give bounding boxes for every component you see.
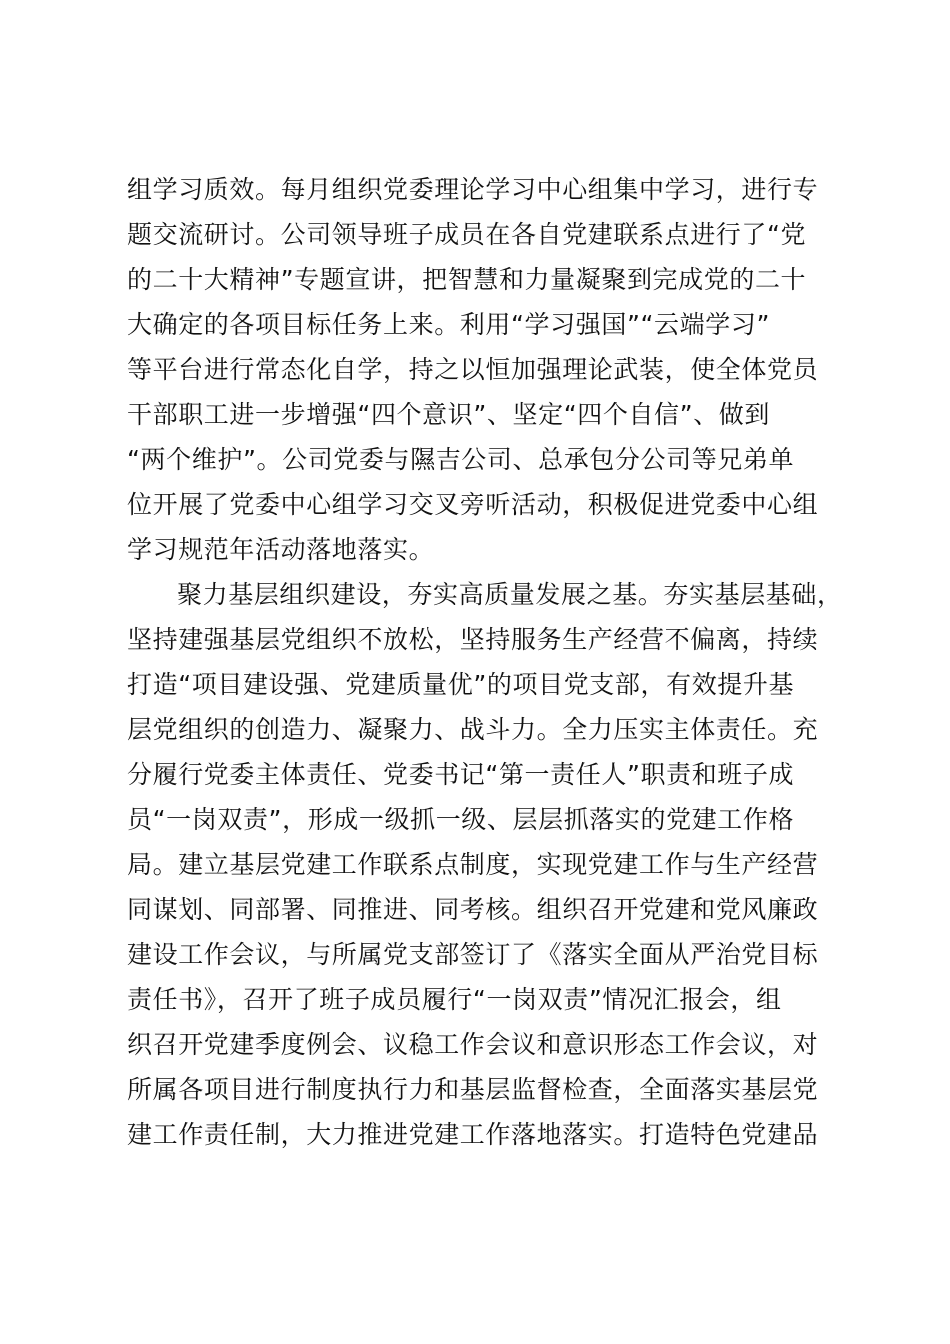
text-line: 分履行党委主体责任、党委书记“第一责任人”职责和班子成 [127, 760, 795, 789]
text-line: “两个维护”。公司党委与隰吉公司、总承包分公司等兄弟单 [127, 445, 795, 474]
paragraph-first-line: 聚力基层组织建设，夯实高质量发展之基。夯实基层基础， [177, 580, 843, 609]
text-line: 织召开党建季度例会、议稳工作会议和意识形态工作会议，对 [127, 1030, 819, 1059]
text-line: 员“一岗双责”，形成一级抓一级、层层抓落实的党建工作格 [127, 805, 795, 834]
text-line: 打造“项目建设强、党建质量优”的项目党支部，有效提升基 [127, 670, 795, 699]
text-line: 局。建立基层党建工作联系点制度，实现党建工作与生产经营 [127, 850, 819, 879]
text-line: 责任书》，召开了班子成员履行“一岗双责”情况汇报会，组 [127, 985, 782, 1014]
text-line: 组学习质效。每月组织党委理论学习中心组集中学习，进行专 [127, 175, 819, 204]
text-line: 干部职工进一步增强“四个意识”、坚定“四个自信”、做到 [127, 400, 771, 429]
text-line: 建设工作会议，与所属党支部签订了《落实全面从严治党目标 [127, 940, 819, 969]
text-line: 建工作责任制，大力推进党建工作落地落实。打造特色党建品 [127, 1120, 819, 1149]
text-line: 题交流研讨。公司领导班子成员在各自党建联系点进行了“党 [127, 220, 807, 249]
text-line: 学习规范年活动落地落实。 [127, 535, 435, 564]
text-line: 大确定的各项目标任务上来。利用“学习强国”“云端学习” [127, 310, 771, 339]
text-line: 坚持建强基层党组织不放松，坚持服务生产经营不偏离，持续 [127, 625, 819, 654]
text-line: 等平台进行常态化自学，持之以恒加强理论武装，使全体党员 [127, 355, 819, 384]
text-line: 位开展了党委中心组学习交叉旁听活动，积极促进党委中心组 [127, 490, 819, 519]
text-line: 所属各项目进行制度执行力和基层监督检查，全面落实基层党 [127, 1075, 819, 1104]
text-line: 层党组织的创造力、凝聚力、战斗力。全力压实主体责任。充 [127, 715, 819, 744]
text-line: 的二十大精神”专题宣讲，把智慧和力量凝聚到完成党的二十 [127, 265, 807, 294]
text-line: 同谋划、同部署、同推进、同考核。组织召开党建和党风廉政 [127, 895, 819, 924]
